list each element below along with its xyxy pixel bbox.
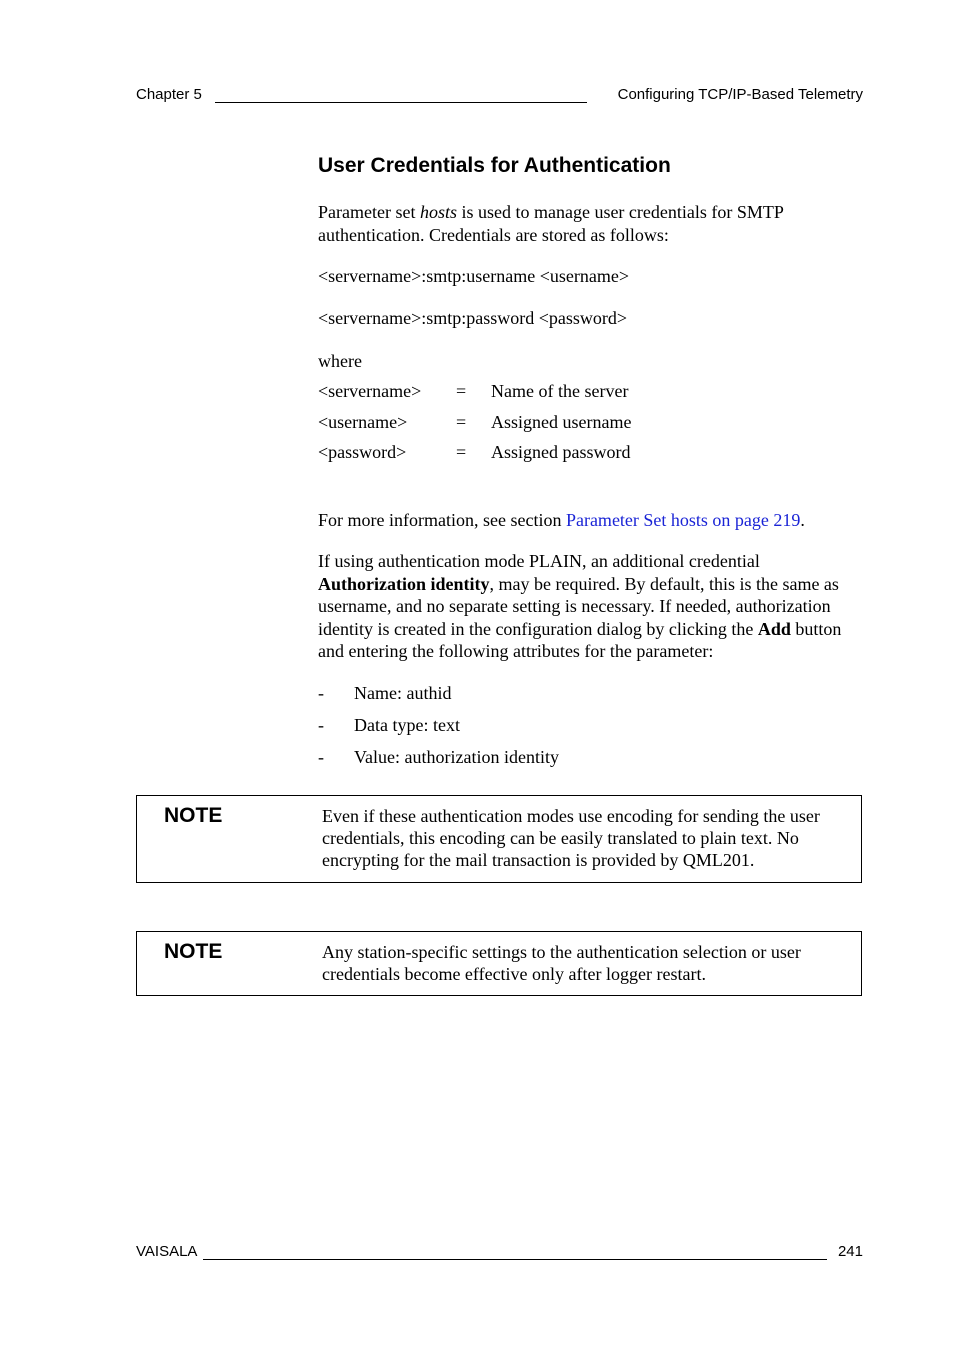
code-line-password: <servername>:smtp:password <password> xyxy=(318,308,628,328)
add-bold: Add xyxy=(757,618,791,639)
header-rule xyxy=(215,102,587,103)
definition-row xyxy=(318,441,868,465)
parameter-set-hosts-link[interactable]: Parameter Set hosts on page 219 xyxy=(565,510,801,530)
footer-brand: VAISALA xyxy=(136,1243,198,1260)
definition-term: <username> xyxy=(318,412,408,432)
code-line-username: <servername>:smtp:username <username> xyxy=(318,266,630,286)
intro-text-1: Parameter set xyxy=(318,202,420,222)
note-box-restart xyxy=(136,931,862,996)
list-item xyxy=(318,682,868,706)
plain-text-3: button and entering the following attributes for the parameter: xyxy=(318,618,842,661)
page-number: 241 xyxy=(837,1243,863,1260)
list-item-text: Value: authorization identity xyxy=(354,747,559,767)
definition-term: <servername> xyxy=(318,381,422,401)
plain-mode-paragraph xyxy=(318,550,866,663)
note-label: NOTE xyxy=(164,940,223,963)
list-dash: - xyxy=(318,747,324,767)
where-label: where xyxy=(318,351,362,371)
intro-text-2: is used to manage user credentials for SMTP authentication. Credentials are stored as follows: xyxy=(318,202,784,245)
note-text: Even if these authentication modes use encoding for sending the user credentials, this encoding can be easily translated to plain text. No encrypting for the mail transaction is provided by QML201. xyxy=(322,806,820,870)
note-box-encoding xyxy=(136,795,862,883)
definition-equals: = xyxy=(456,412,467,432)
plain-text-1: If using authentication mode PLAIN, an additional credential xyxy=(318,551,760,571)
section-heading: User Credentials for Authentication xyxy=(318,154,671,177)
authorization-identity-bold: Authorization identity xyxy=(318,573,490,594)
definition-equals: = xyxy=(456,442,467,462)
list-item-text: Name: authid xyxy=(354,683,452,703)
plain-text-2: , may be required. By default, this is the same as username, and no separate setting is necessary. If needed, authorization identity is created in the configuration dialog by clicking the xyxy=(318,573,839,639)
footer-rule xyxy=(203,1259,827,1260)
intro-paragraph xyxy=(318,201,868,246)
running-header xyxy=(136,86,863,106)
note-text: Any station-specific settings to the authentication selection or user credentials become effective only after logger restart. xyxy=(322,942,801,984)
more-info-paragraph xyxy=(318,509,868,532)
definition-term: <password> xyxy=(318,442,407,462)
more-info-text: For more information, see section xyxy=(318,510,566,530)
list-item xyxy=(318,714,868,738)
page-footer xyxy=(136,1243,863,1263)
list-item xyxy=(318,746,868,770)
chapter-title: Configuring TCP/IP-Based Telemetry xyxy=(617,86,863,103)
list-dash: - xyxy=(318,683,324,703)
definition-desc: Assigned username xyxy=(491,412,632,432)
list-dash: - xyxy=(318,715,324,735)
definition-desc: Name of the server xyxy=(491,381,629,401)
more-info-period: . xyxy=(800,510,805,530)
definition-equals: = xyxy=(456,381,467,401)
definition-desc: Assigned password xyxy=(491,442,631,462)
section-heading-wrap xyxy=(318,153,868,179)
list-item-text: Data type: text xyxy=(354,715,460,735)
definition-row xyxy=(318,380,868,404)
chapter-label: Chapter 5 xyxy=(136,86,202,103)
definition-row xyxy=(318,411,868,435)
intro-em-hosts: hosts xyxy=(419,202,457,222)
note-label: NOTE xyxy=(164,804,223,827)
